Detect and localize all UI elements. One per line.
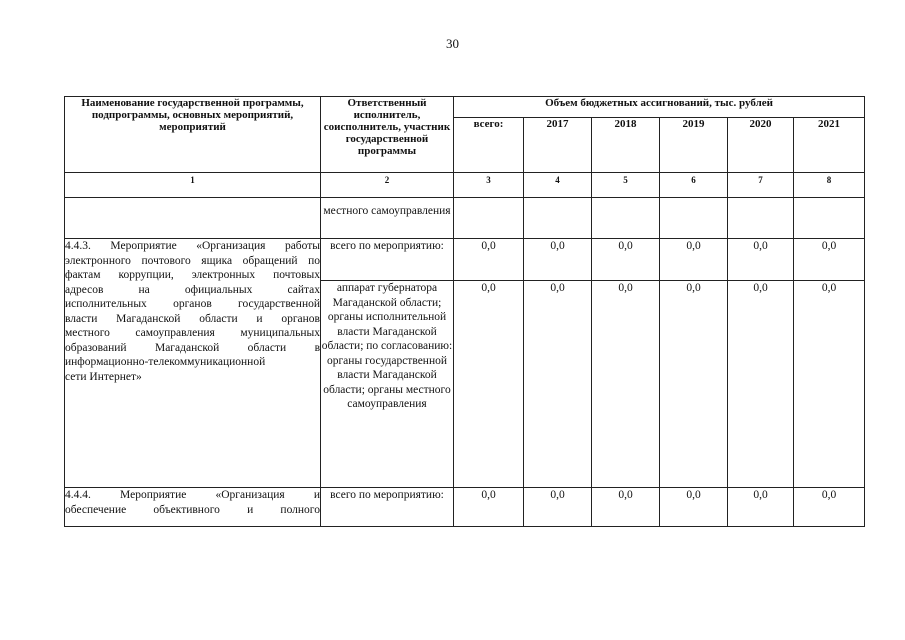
column-number: 6 (660, 173, 728, 198)
value-cell: 0,0 (660, 281, 728, 488)
value-cell: 0,0 (794, 281, 865, 488)
program-line: 4.4.3. Мероприятие «Организация работы (65, 240, 320, 252)
value-cell: 0,0 (794, 239, 865, 281)
program-line: сети Интернет» (65, 370, 142, 383)
value-total: 0,0 (454, 239, 524, 281)
header-year: 2020 (728, 118, 794, 173)
value-cell: 0,0 (592, 488, 660, 527)
continuation-row (65, 198, 865, 239)
value-total: 0,0 (454, 488, 524, 527)
program-line: электронного почтового ящика обращений по (65, 254, 320, 267)
column-number: 4 (524, 173, 592, 198)
program-line: образований Магаданской области в (65, 341, 320, 354)
header-responsible: Ответственный исполнитель, соисполнитель, участник государственной программы (321, 97, 454, 173)
header-year: 2018 (592, 118, 660, 173)
value-cell: 0,0 (524, 488, 592, 527)
page-number: 30 (446, 36, 459, 51)
value-cell-empty (524, 198, 592, 239)
value-cell: 0,0 (660, 239, 728, 281)
program-line: фактам коррупции, электронных почтовых (65, 269, 320, 281)
responsible-cell: всего по мероприятию: (321, 488, 454, 527)
column-number: 2 (321, 173, 454, 198)
column-number: 7 (728, 173, 794, 198)
program-line: 4.4.4. Мероприятие «Организация и (65, 489, 320, 501)
program-line: адресов на официальных сайтах (65, 283, 320, 296)
value-cell: 0,0 (728, 488, 794, 527)
header-total: всего: (454, 118, 524, 173)
table-row (65, 488, 865, 527)
value-cell: 0,0 (592, 281, 660, 488)
budget-table (64, 96, 865, 527)
program-name-cell (65, 488, 321, 527)
value-cell-empty (794, 198, 865, 239)
value-cell: 0,0 (728, 239, 794, 281)
responsible-cell: всего по мероприятию: (321, 239, 454, 281)
value-cell: 0,0 (592, 239, 660, 281)
header-year: 2017 (524, 118, 592, 173)
program-cell-empty (65, 198, 321, 239)
responsible-cell: местного самоуправления (321, 198, 454, 239)
value-cell: 0,0 (524, 281, 592, 488)
value-cell: 0,0 (728, 281, 794, 488)
value-total: 0,0 (454, 281, 524, 488)
column-number: 8 (794, 173, 865, 198)
header-budget-volume: Объем бюджетных ассигнований, тыс. рублей (454, 97, 865, 118)
program-name-cell (65, 239, 321, 488)
program-line: обеспечение объективного и полного (65, 503, 320, 516)
program-line: информационно-телекоммуникационной (65, 356, 266, 368)
header-row (65, 97, 865, 118)
value-cell-empty (728, 198, 794, 239)
header-year: 2019 (660, 118, 728, 173)
value-cell-empty (592, 198, 660, 239)
value-cell: 0,0 (794, 488, 865, 527)
column-number: 5 (592, 173, 660, 198)
value-cell: 0,0 (524, 239, 592, 281)
value-cell: 0,0 (660, 488, 728, 527)
responsible-cell: аппарат губернатора Магаданской области; органы исполнительной власти Магаданской области; по согласованию: органы государственной власти Магаданской области; органы местного самоуправления (321, 281, 454, 488)
header-year: 2021 (794, 118, 865, 173)
program-line: местного самоуправления муниципальных (65, 327, 320, 339)
value-cell-empty (660, 198, 728, 239)
column-number: 3 (454, 173, 524, 198)
program-line: исполнительных органов государственной (65, 298, 320, 310)
header-program-name: Наименование государственной программы, подпрограммы, основных мероприятий, мероприятий (65, 97, 321, 173)
value-cell-empty (454, 198, 524, 239)
program-line: власти Магаданской области и органов (65, 312, 320, 325)
column-number-row (65, 173, 865, 198)
table-row (65, 239, 865, 281)
column-number: 1 (65, 173, 321, 198)
